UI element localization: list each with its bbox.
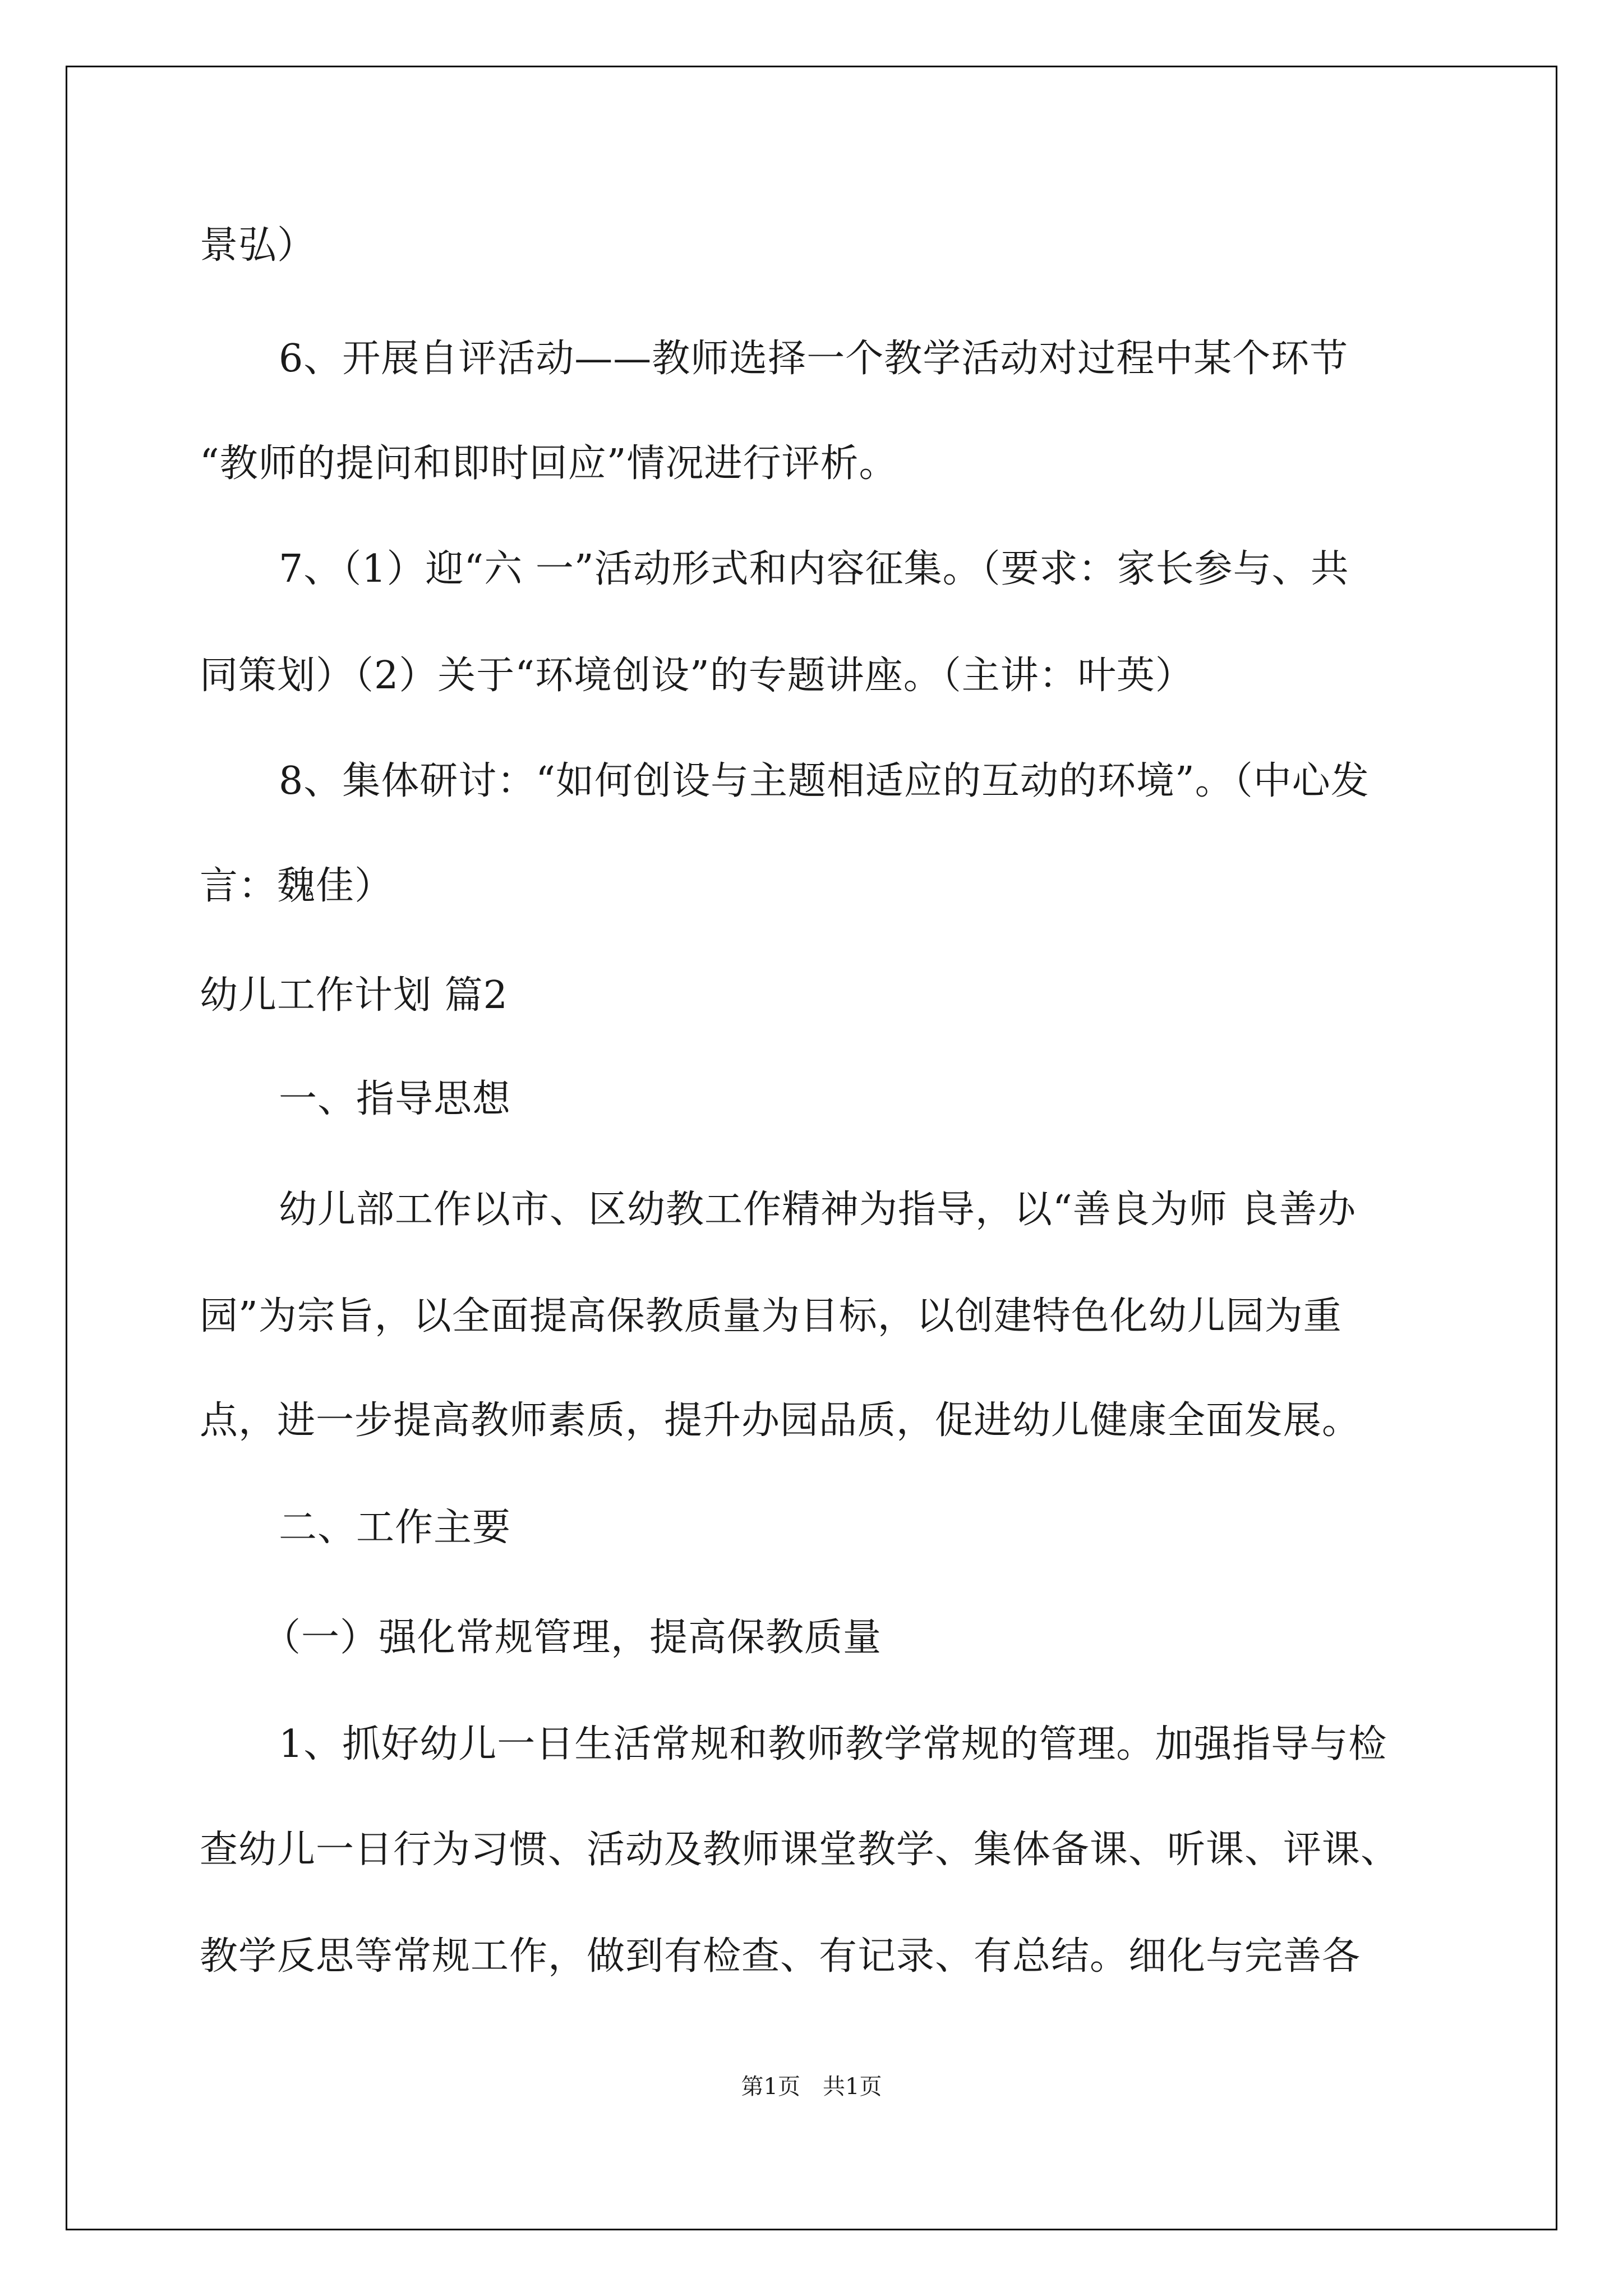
text-line: 8、集体研讨：“如何创设与主题相适应的互动的环境”。（中心发 — [279, 759, 1370, 803]
text-line: 同策划）（2）关于“环境创设”的专题讲座。（主讲：叶英） — [200, 654, 1194, 698]
text-line: “教师的提问和即时回应”情况进行评析。 — [200, 441, 898, 486]
subsection-heading: 二、工作主要 — [279, 1506, 511, 1550]
text-line: 查幼儿一日行为习惯、活动及教师课堂教学、集体备课、听课、评课、 — [200, 1828, 1400, 1872]
text-line: 6、开展自评活动——教师选择一个教学活动对过程中某个环节 — [279, 337, 1349, 381]
subsection-heading: 一、指导思想 — [279, 1077, 511, 1121]
text-line: 景弘） — [200, 223, 316, 268]
text-line: 幼儿部工作以市、区幼教工作精神为指导，以“善良为师 良善办 — [279, 1188, 1357, 1232]
text-line: 7、（1）迎“六 一”活动形式和内容征集。（要求：家长参与、共 — [279, 547, 1349, 591]
text-line: 点，进一步提高教师素质，提升办园品质，促进幼儿健康全面发展。 — [200, 1398, 1361, 1443]
text-line: 1、抓好幼儿一日生活常规和教师教学常规的管理。加强指导与检 — [279, 1722, 1387, 1766]
text-line: 教学反思等常规工作，做到有检查、有记录、有总结。细化与完善各 — [200, 1934, 1361, 1978]
page-border — [66, 66, 1557, 2230]
page-footer: 第1页 共1页 — [741, 2074, 882, 2100]
subsection-heading: （一）强化常规管理，提高保教质量 — [262, 1616, 882, 1660]
section-heading: 幼儿工作计划 篇2 — [200, 973, 508, 1018]
text-line: 言：魏佳） — [200, 864, 394, 908]
text-line: 园”为宗旨，以全面提高保教质量为目标，以创建特色化幼儿园为重 — [200, 1294, 1342, 1338]
